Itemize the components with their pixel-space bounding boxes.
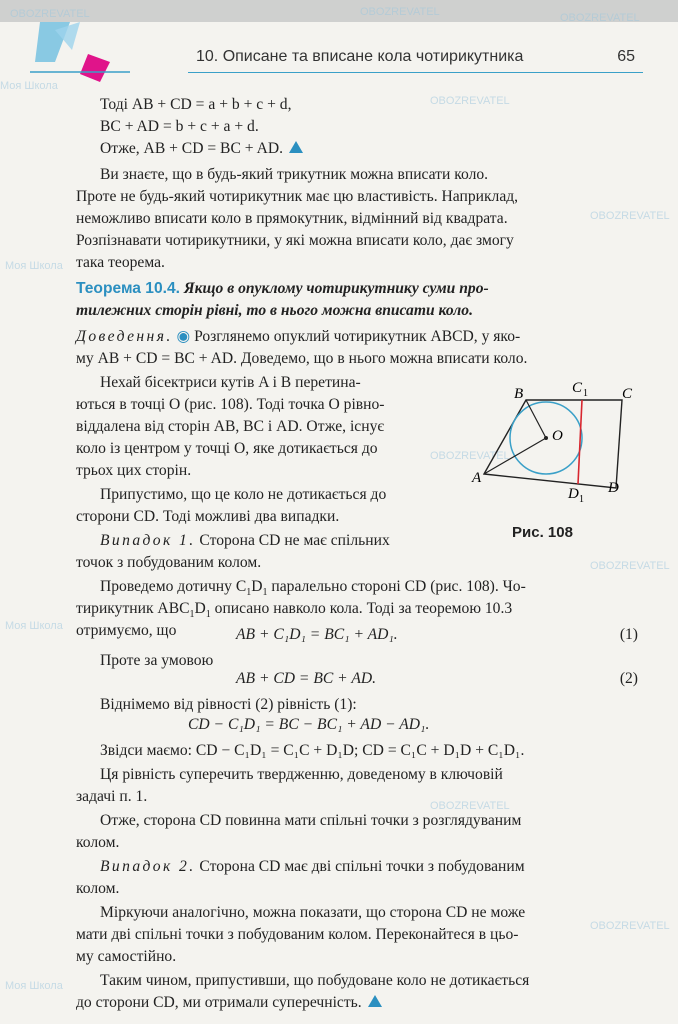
text-span: Сторона CD має дві спільні точки з побудованим	[199, 858, 525, 875]
text-line: Проте за умовою	[100, 652, 214, 669]
text-line: сторони CD. Тоді можливі два випадки.	[76, 508, 340, 525]
label-d1: D	[568, 486, 579, 502]
label-d: D	[608, 480, 619, 496]
figure-caption: Рис. 108	[512, 524, 573, 541]
text-line: колом.	[76, 834, 120, 851]
text-span: описано навколо кола. Тоді за теоремою 10.3	[210, 600, 513, 617]
text-line: Ця рівність суперечить твердженню, доведеному в ключовій	[100, 766, 503, 783]
subscript: 1	[262, 587, 268, 599]
page-number: 65	[617, 48, 635, 65]
text-line: трьох цих сторін.	[76, 462, 192, 479]
text-line: неможливо вписати коло в прямокутник, відмінний від квадрата.	[76, 210, 508, 227]
text-line: отримуємо, що	[76, 622, 177, 639]
text-span: D	[194, 600, 206, 617]
text-line: BC + AD = b + c + a + d.	[100, 118, 259, 135]
case-label: Випадок 1.	[100, 532, 196, 549]
text-line: мати дві спільні точки з побудованим колом. Переконайтеся в цьо-	[76, 926, 519, 943]
text-line: Отже, сторона CD повинна мати спільні точки з розглядуваним	[100, 812, 522, 829]
watermark: Моя Школа	[5, 260, 63, 272]
equation: CD − C₁D₁ = BC − BC₁ + AD − AD₁.	[188, 716, 430, 733]
theorem-line	[76, 278, 489, 300]
subscript: 1	[246, 587, 252, 599]
theorem-text: тилежних сторін рівні, то в нього можна вписати коло.	[76, 302, 473, 319]
figure-108	[466, 378, 636, 508]
label-d1-sub: 1	[579, 494, 584, 505]
proof-label: Доведення.	[76, 328, 173, 345]
text-line: задачі п. 1.	[76, 788, 148, 805]
equation: AB + C₁D₁ = BC₁ + AD₁.	[236, 626, 398, 643]
text-line: коло із центром у точці O, яке дотикається до	[76, 440, 378, 457]
case-line	[76, 856, 525, 878]
text-span: до сторони CD, ми отримали суперечність.	[76, 994, 362, 1011]
text-line: Припустимо, що це коло не дотикається до	[100, 486, 387, 503]
text-line: Звідси маємо: CD − C₁D₁ = C₁C + D₁D; CD = C₁C + D₁D + C₁D₁.	[100, 742, 525, 759]
watermark: Моя Школа	[5, 980, 63, 992]
equation-number: (1)	[619, 626, 638, 643]
text-span: Розглянемо опуклий чотирикутник ABCD, у яко-	[194, 328, 521, 345]
text-line: му самостійно.	[76, 948, 177, 965]
text-span: D	[251, 578, 263, 595]
text-span: тирикутник ABC	[76, 600, 190, 617]
watermark: OBOZREVATEL	[430, 450, 510, 462]
watermark: OBOZREVATEL	[10, 8, 90, 20]
text-line: Розпізнавати чотирикутники, у які можна вписати коло, дає змогу	[76, 232, 514, 249]
text-line: така теорема.	[76, 254, 165, 271]
watermark: Моя Школа	[5, 620, 63, 632]
equation-number: (2)	[619, 670, 638, 687]
watermark: OBOZREVATEL	[430, 800, 510, 812]
theorem-line	[76, 300, 473, 322]
text-line: Нехай бісектриси кутів A і B перетина-	[100, 374, 361, 391]
text-line: Тоді AB + CD = a + b + c + d,	[100, 96, 292, 113]
chapter-title: 10. Описане та вписане кола чотирикутника	[196, 48, 524, 65]
watermark: OBOZREVATEL	[560, 12, 640, 24]
text-span: Сторона CD не має спільних	[199, 532, 390, 549]
proof-line	[76, 326, 520, 348]
target-icon: ◉	[176, 328, 191, 345]
watermark: Моя Школа	[0, 80, 58, 92]
label-o: O	[552, 428, 563, 444]
case-label: Випадок 2.	[100, 858, 196, 875]
text-line: колом.	[76, 880, 120, 897]
case-line	[76, 530, 390, 552]
subscript: 1	[189, 609, 195, 621]
watermark: OBOZREVATEL	[430, 95, 510, 107]
text-line: Таким чином, припустивши, що побудоване коло не дотикається	[100, 972, 530, 989]
text-span: паралельно стороні CD (рис. 108). Чо-	[267, 578, 526, 595]
text-span: Проведемо дотичну C	[100, 578, 247, 595]
theorem-text: Якщо в опуклому чотирикутнику суми про-	[183, 280, 489, 297]
label-c1: C	[572, 380, 583, 396]
label-c1-sub: 1	[583, 388, 588, 399]
end-of-proof-icon	[368, 995, 382, 1007]
text-line: му AB + CD = BC + AD. Доведемо, що в нього можна вписати коло.	[76, 350, 528, 367]
label-c: C	[622, 386, 633, 402]
end-of-proof-icon	[289, 141, 303, 153]
bisector-bo	[526, 400, 546, 438]
text-line: точок з побудованим колом.	[76, 554, 262, 571]
watermark: OBOZREVATEL	[590, 560, 670, 572]
watermark: OBOZREVATEL	[590, 210, 670, 222]
center-point-o	[544, 436, 548, 440]
text-line	[76, 992, 382, 1014]
text-span: Отже, AB + CD = BC + AD.	[100, 140, 284, 157]
quadrilateral-abcd	[484, 400, 622, 488]
text-line	[76, 138, 303, 160]
text-line: віддалена від сторін AB, BC і AD. Отже, існує	[76, 418, 385, 435]
label-a: A	[472, 470, 482, 486]
bisector-ao	[484, 438, 546, 474]
theorem-label: Теорема 10.4.	[76, 280, 180, 297]
page-header	[188, 46, 643, 73]
equation: AB + CD = BC + AD.	[236, 670, 377, 687]
label-b: B	[514, 386, 524, 402]
text-line: Проте не будь-який чотирикутник має цю властивість. Наприклад,	[76, 188, 519, 205]
text-line: Віднімемо від рівності (2) рівність (1):	[100, 696, 357, 713]
subscript: 1	[205, 609, 211, 621]
text-line: ються в точці O (рис. 108). Тоді точка O рівно-	[76, 396, 385, 413]
watermark: OBOZREVATEL	[590, 920, 670, 932]
text-line: Міркуючи аналогічно, можна показати, що сторона CD не може	[100, 904, 526, 921]
watermark: OBOZREVATEL	[360, 6, 440, 18]
text-line: Ви знаєте, що в будь-який трикутник можна вписати коло.	[100, 166, 489, 183]
